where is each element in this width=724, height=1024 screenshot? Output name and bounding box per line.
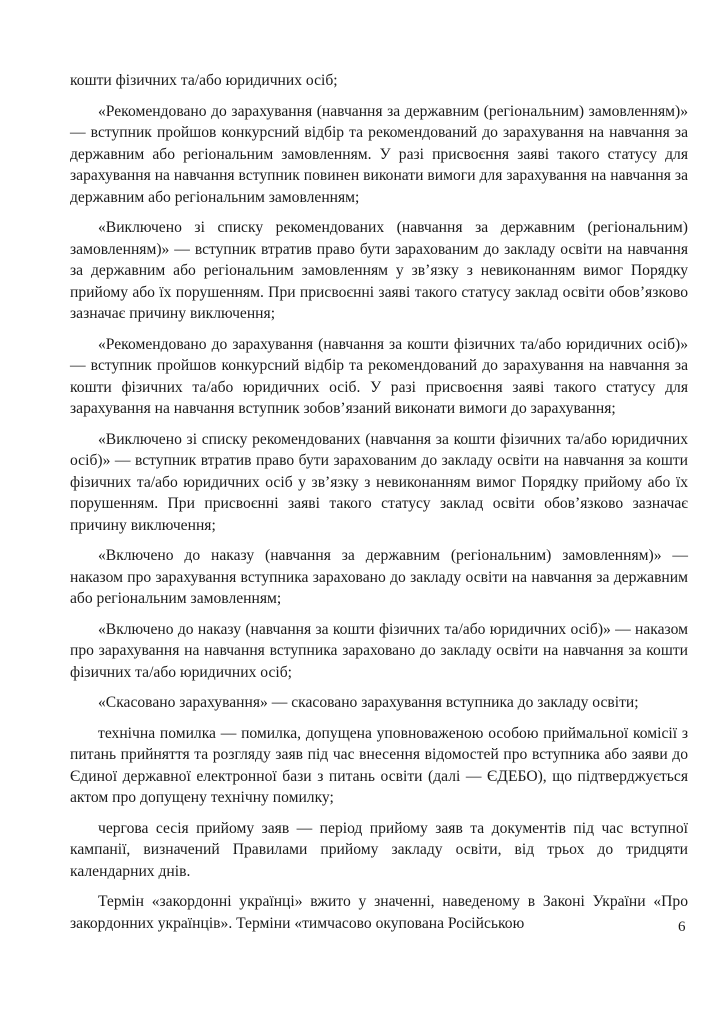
- paragraph-continuation: кошти фізичних та/або юридичних осіб;: [70, 72, 338, 89]
- document-page: [70, 70, 688, 943]
- paragraph-status-cancelled: «Скасовано зарахування» — скасовано зарахування вступника до закладу освіти;: [98, 694, 639, 711]
- paragraph-status-recommended-state: «Рекомендовано до зарахування (навчання за державним (регіональним) замовленням)» — вступник пройшов конкурсний відбір та рекомендований до зарахування на навчання за державним або регіональним замовленням. У разі присвоєння заяві такого статусу для зарахування на навчання вступник повинен виконати вимоги для зарахування на навчання за державним або регіональним замовленням;: [70, 102, 688, 206]
- paragraph-terms: Термін «закордонні українці» вжито у значенні, наведеному в Законі України «Про закордонних українців». Терміни «тимчасово окупована Російською: [70, 893, 688, 932]
- paragraph-status-order-contract: «Включено до наказу (навчання за кошти фізичних та/або юридичних осіб)» — наказом про зарахування на навчання вступника зараховано до закладу освіти на навчання за кошти фізичних та/або юридичних осіб;: [70, 620, 688, 681]
- paragraph-status-excluded-contract: «Виключено зі списку рекомендованих (навчання за кошти фізичних та/або юридичних осіб)» — вступник втратив право бути зарахованим до закладу освіти на навчання за кошти фізичних та/або юридичних осіб у зв’язку з невиконанням вимог Порядку прийому або їх порушенням. При присвоєнні заяві такого статусу заклад освіти обов’язково зазначає причину виключення;: [70, 430, 688, 534]
- paragraph-status-excluded-state: «Виключено зі списку рекомендованих (навчання за державним (регіональним) замовленням)» — вступник втратив право бути зарахованим до закладу освіти на навчання за державним або регіональним замовленням у зв’язку з невиконанням вимог Порядку прийому або їх порушенням. При присвоєнні заяві такого статусу заклад освіти обов’язково зазначає причину виключення;: [70, 219, 688, 322]
- paragraph-status-order-state: «Включено до наказу (навчання за державним (регіональним) замовленням)» — наказом про зарахування вступника зараховано до закладу освіти на навчання за державним або регіональним замовленням;: [70, 547, 688, 607]
- paragraph-technical-error: технічна помилка — помилка, допущена уповноваженою особою приймальної комісії з питань прийняття та розгляду заяв під час внесення відомостей про вступника або заяви до Єдиної державної електронної бази з питань освіти (далі — ЄДЕБО), що підтверджується актом про допущену технічну помилку;: [70, 724, 688, 806]
- paragraph-application-session: чергова сесія прийому заяв — період прийому заяв та документів під час вступної кампанії, визначений Правилами прийому закладу освіти, від трьох до тридцяти календарних днів.: [70, 819, 688, 880]
- paragraph-status-recommended-contract: «Рекомендовано до зарахування (навчання за кошти фізичних та/або юридичних осіб)» — вступник пройшов конкурсний відбір та рекомендований до зарахування на навчання за кошти фізичних та/або юридичних осіб. У разі присвоєння заяві такого статусу для зарахування на навчання вступник зобов’язаний виконати вимоги до зарахування;: [70, 335, 688, 417]
- page-number: 6: [678, 919, 686, 935]
